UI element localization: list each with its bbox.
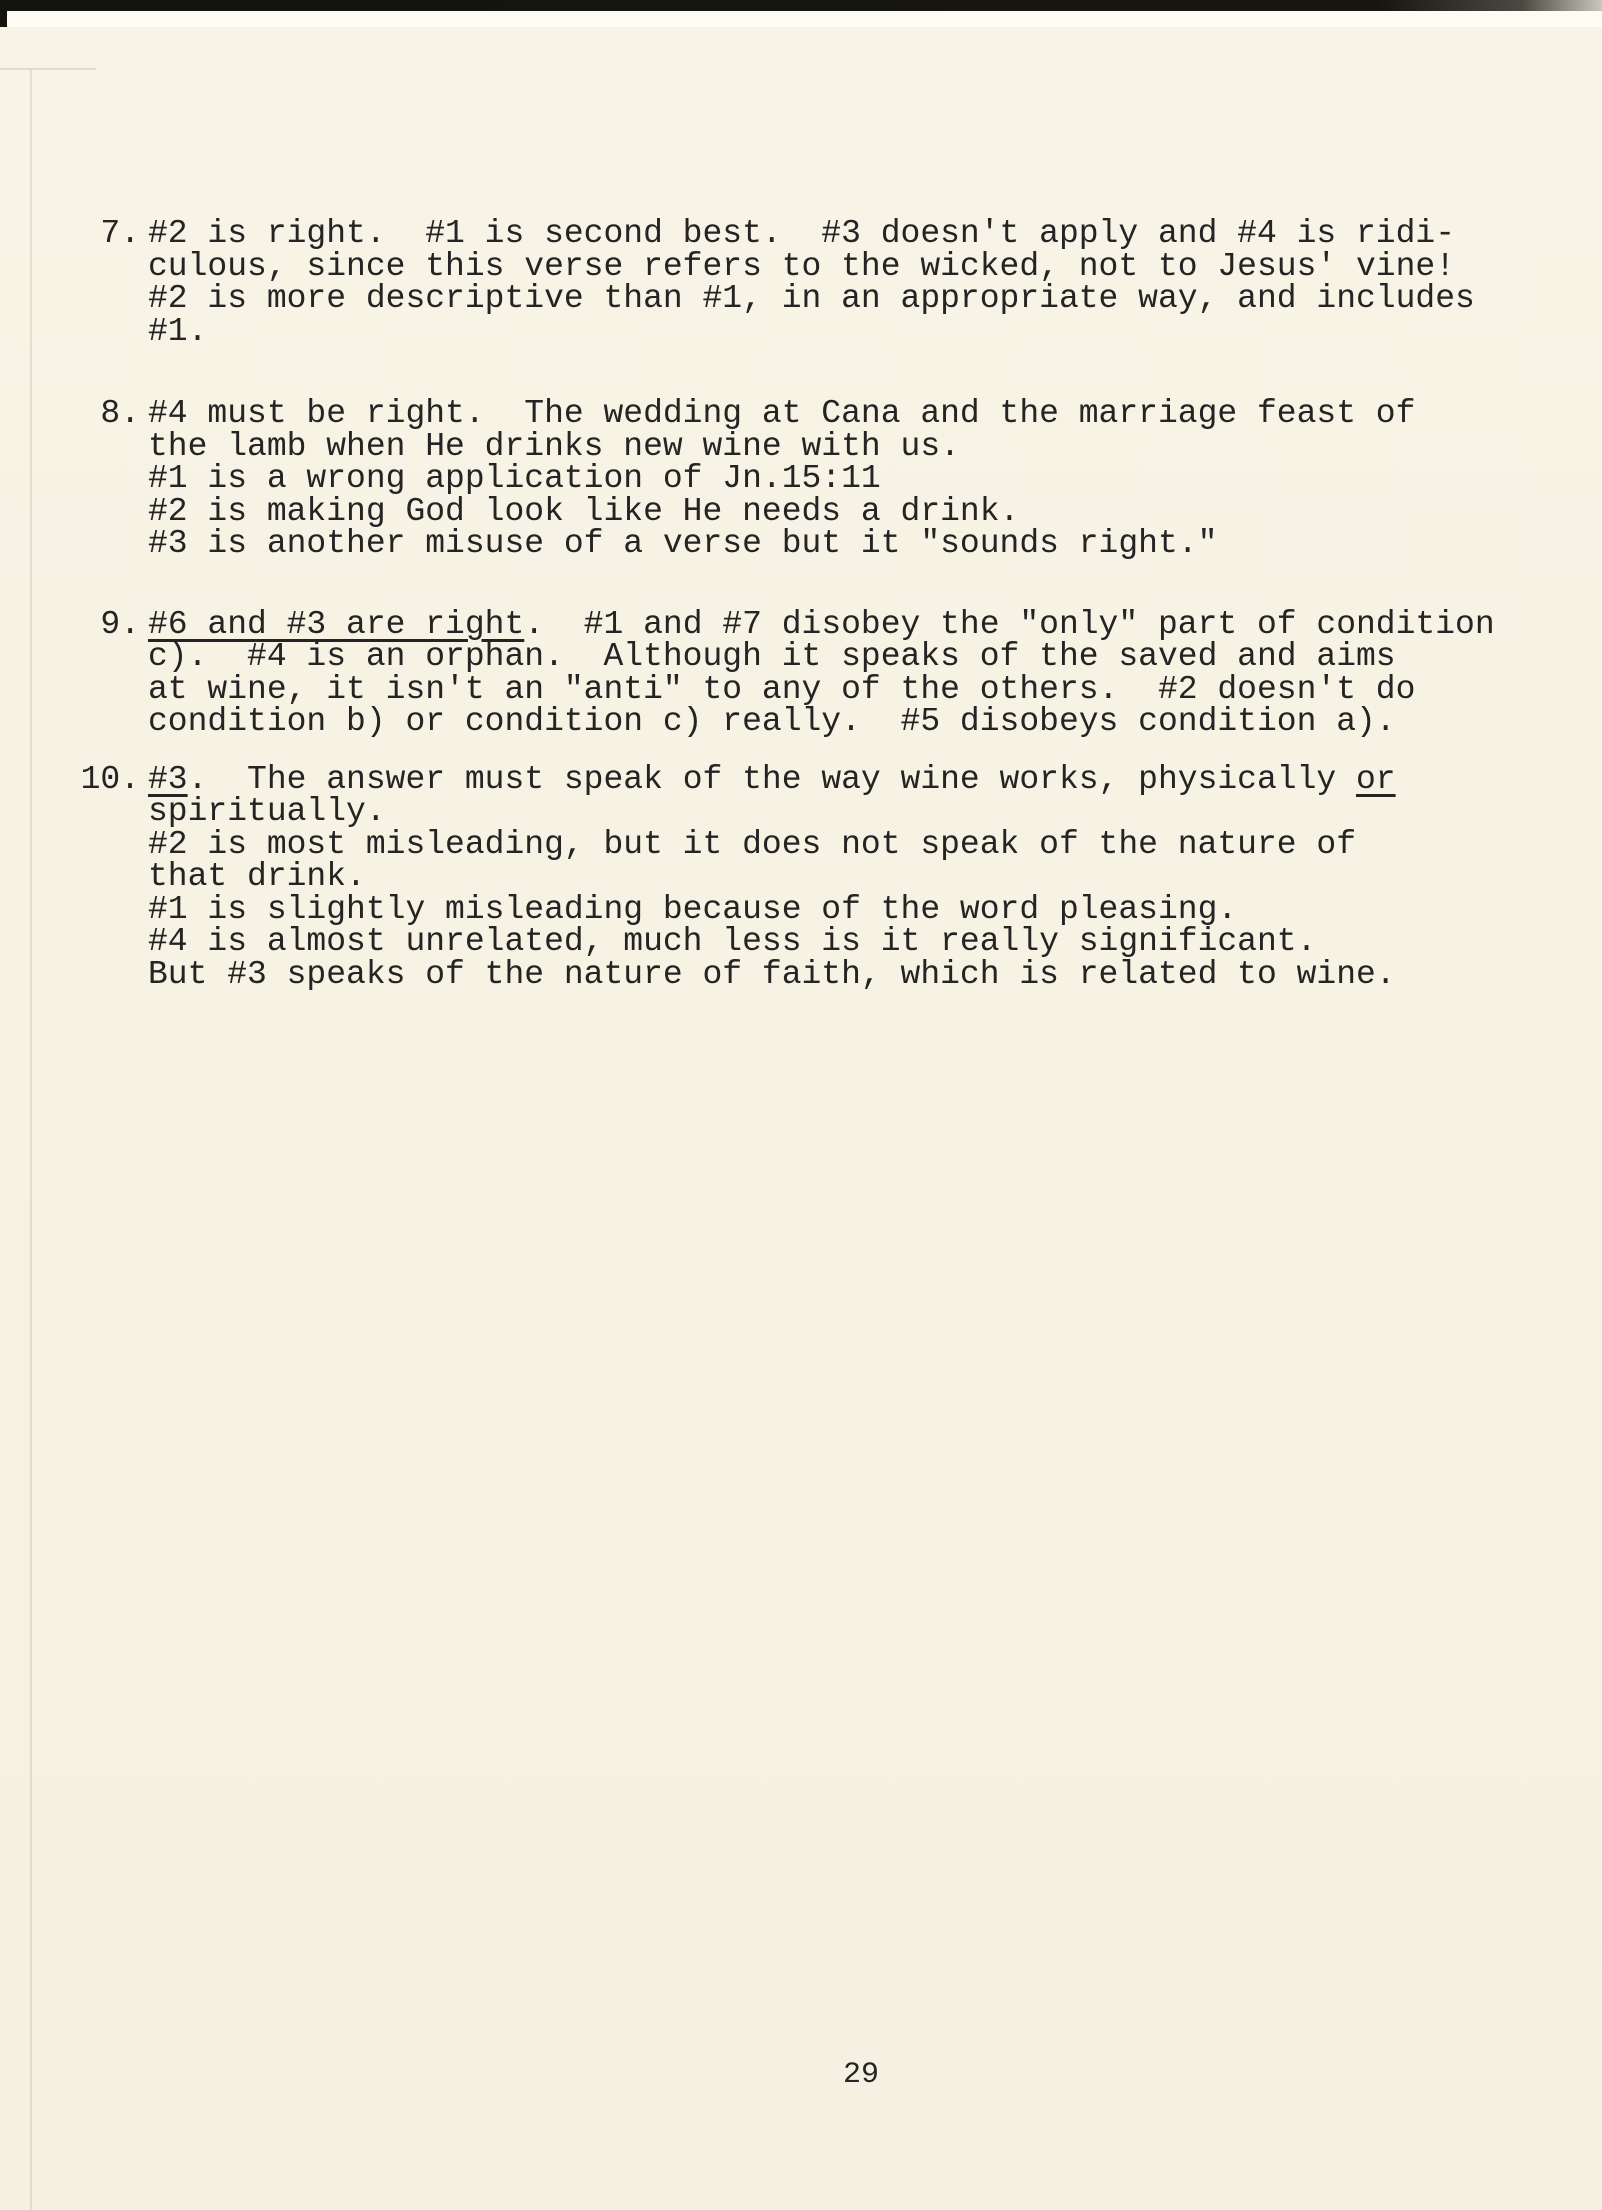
text-run: But #3 speaks of the nature of faith, which is related to wine. bbox=[148, 955, 1396, 993]
scan-artifact-left-notch bbox=[0, 0, 7, 27]
answer-line bbox=[148, 395, 1568, 432]
text-run: culous, since this verse refers to the wicked, not to Jesus' vine! bbox=[148, 247, 1456, 285]
text-run: #4 must be right. The wedding at Cana and the marriage feast of bbox=[148, 395, 1416, 432]
answer-line bbox=[148, 923, 1568, 960]
answer-line bbox=[148, 247, 1568, 285]
text-run: #2 is making God look like He needs a drink. bbox=[148, 492, 1020, 530]
answer-line bbox=[148, 890, 1568, 928]
text-run: #1 is a wrong application of Jn.15:11 bbox=[148, 460, 881, 497]
page-number: 29 bbox=[843, 2058, 880, 2092]
text-run: the lamb when He drinks new wine with us. bbox=[148, 427, 960, 465]
text-run: #2 is right. #1 is second best. #3 doesn't apply and #4 is ridi- bbox=[148, 215, 1456, 252]
answer-line bbox=[148, 638, 1568, 675]
text-run: that drink. bbox=[148, 858, 366, 895]
answers bbox=[80, 215, 1568, 993]
text-run: condition b) or condition c) really. #5 disobeys condition a). bbox=[148, 703, 1396, 740]
answer-item bbox=[80, 760, 1568, 993]
answer-line bbox=[148, 670, 1568, 708]
answer-line bbox=[148, 825, 1568, 863]
underlined-text: #6 and #3 are right bbox=[148, 605, 525, 643]
underlined-text: or bbox=[1356, 760, 1396, 798]
answer-number: 9. bbox=[100, 605, 140, 643]
answer-item bbox=[100, 395, 1568, 562]
answer-line bbox=[148, 427, 1568, 465]
answer-line bbox=[148, 525, 1568, 562]
answer-line bbox=[148, 703, 1568, 740]
answer-line bbox=[148, 280, 1568, 317]
answer-line bbox=[148, 492, 1568, 530]
text-run: spiritually. bbox=[148, 793, 386, 830]
text-run: . The answer must speak of the way wine works, physically bbox=[187, 760, 1356, 798]
answer-line bbox=[148, 215, 1568, 252]
answer-number: 10. bbox=[80, 760, 140, 798]
answer-line bbox=[148, 955, 1568, 993]
text-run: c). #4 is an orphan. Although it speaks of the saved and aims bbox=[148, 638, 1396, 675]
answer-line bbox=[148, 605, 1568, 643]
answer-item bbox=[100, 605, 1568, 740]
text-run: . #1 and #7 disobey the "only" part of condition bbox=[524, 605, 1495, 643]
paper-edge-horizontal bbox=[0, 68, 96, 70]
scan-artifact-top-bar bbox=[0, 0, 1602, 11]
text-run: #2 is most misleading, but it does not speak of the nature of bbox=[148, 825, 1356, 863]
answer-line bbox=[148, 312, 1568, 350]
answer-line bbox=[148, 760, 1568, 798]
answer-number: 8. bbox=[100, 395, 140, 432]
answer-line bbox=[148, 858, 1568, 895]
text-run: #4 is almost unrelated, much less is it really significant. bbox=[148, 923, 1317, 960]
paper-edge-vertical bbox=[30, 70, 32, 2210]
underlined-text: #3 bbox=[148, 760, 188, 798]
answer-line bbox=[148, 793, 1568, 830]
text-run: #1 is slightly misleading because of the word pleasing. bbox=[148, 890, 1238, 928]
answer-line bbox=[148, 460, 1568, 497]
text-run: #1. bbox=[148, 312, 208, 350]
text-run: #3 is another misuse of a verse but it "sounds right." bbox=[148, 525, 1218, 562]
text-run: at wine, it isn't an "anti" to any of the others. #2 doesn't do bbox=[148, 670, 1416, 708]
answer-number: 7. bbox=[100, 215, 140, 252]
answer-item bbox=[100, 215, 1568, 350]
scan-artifact-white-band bbox=[0, 11, 1602, 27]
text-run: #2 is more descriptive than #1, in an appropriate way, and includes bbox=[148, 280, 1475, 317]
